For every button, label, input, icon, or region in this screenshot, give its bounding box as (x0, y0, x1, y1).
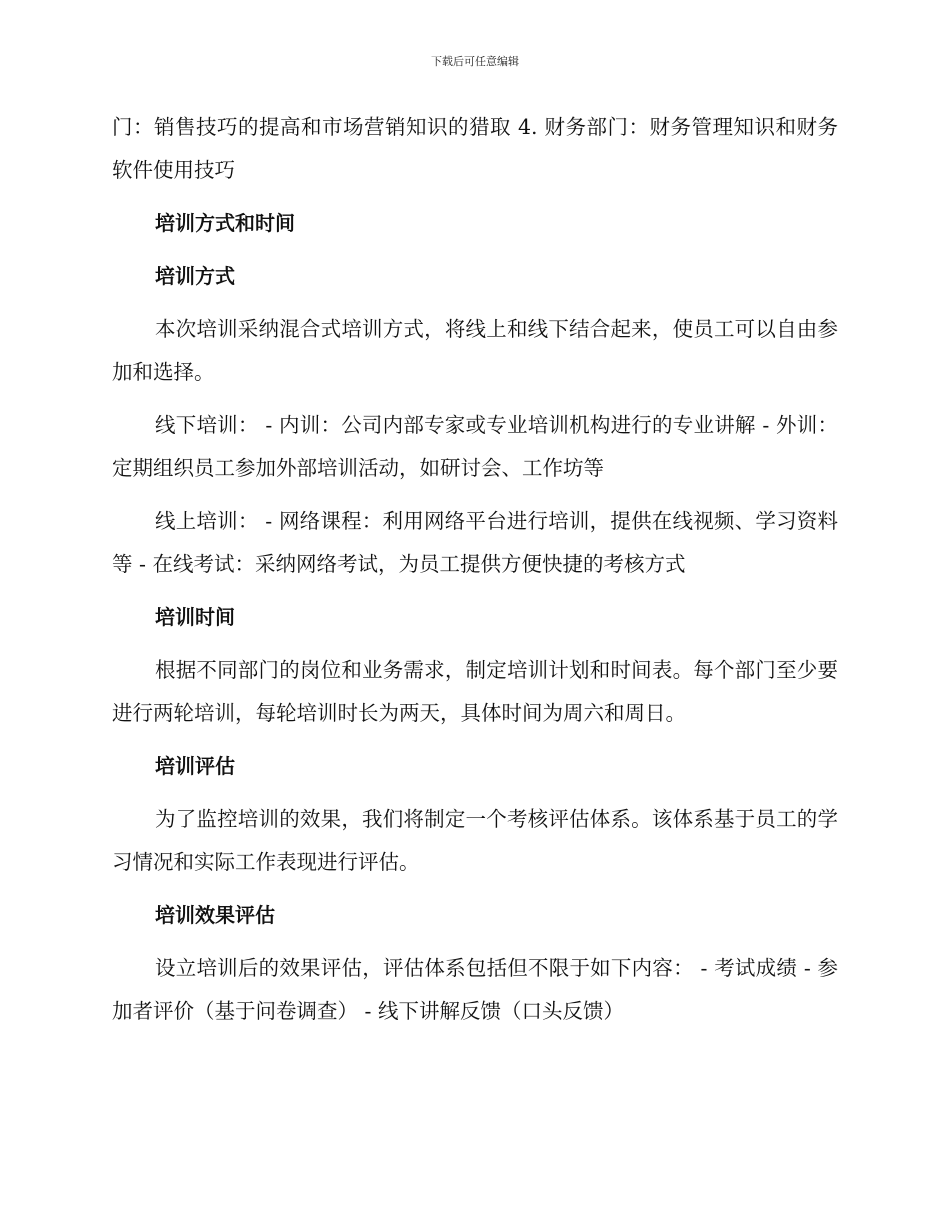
section-heading-evaluation: 培训评估 (155, 754, 235, 778)
subsection-heading-effect-evaluation: 培训效果评估 (155, 903, 275, 927)
paragraph-mixed-training: 本次培训采纳混合式培训方式，将线上和线下结合起来，使员工可以自由参加和选择。 (112, 317, 838, 384)
page-header: 下载后可任意编辑 (431, 55, 519, 68)
continued-paragraph: 门：销售技巧的提高和市场营销知识的猎取 4. 财务部门：财务管理知识和财务软件使用技巧 (112, 115, 838, 182)
paragraph-evaluation-system: 为了监控培训的效果，我们将制定一个考核评估体系。该体系基于员工的学习情况和实际工作表现进行评估。 (112, 807, 838, 874)
document-body (112, 106, 838, 1043)
subsection-heading-methods: 培训方式 (155, 264, 235, 288)
section-heading-methods-and-time: 培训方式和时间 (155, 211, 295, 235)
subsection-heading-time: 培训时间 (155, 605, 235, 629)
paragraph-training-schedule: 根据不同部门的岗位和业务需求，制定培训计划和时间表。每个部门至少要进行两轮培训，每轮培训时长为两天，具体时间为周六和周日。 (112, 658, 838, 725)
paragraph-effect-evaluation: 设立培训后的效果评估，评估体系包括但不限于如下内容： - 考试成绩 - 参加者评价（基于问卷调查） - 线下讲解反馈（口头反馈） (112, 956, 838, 1023)
paragraph-offline-training: 线下培训： - 内训：公司内部专家或专业培训机构进行的专业讲解 - 外训：定期组织员工参加外部培训活动，如研讨会、工作坊等 (112, 413, 838, 480)
paragraph-online-training: 线上培训： - 网络课程：利用网络平台进行培训，提供在线视频、学习资料等 - 在线考试：采纳网络考试，为员工提供方便快捷的考核方式 (112, 509, 838, 576)
